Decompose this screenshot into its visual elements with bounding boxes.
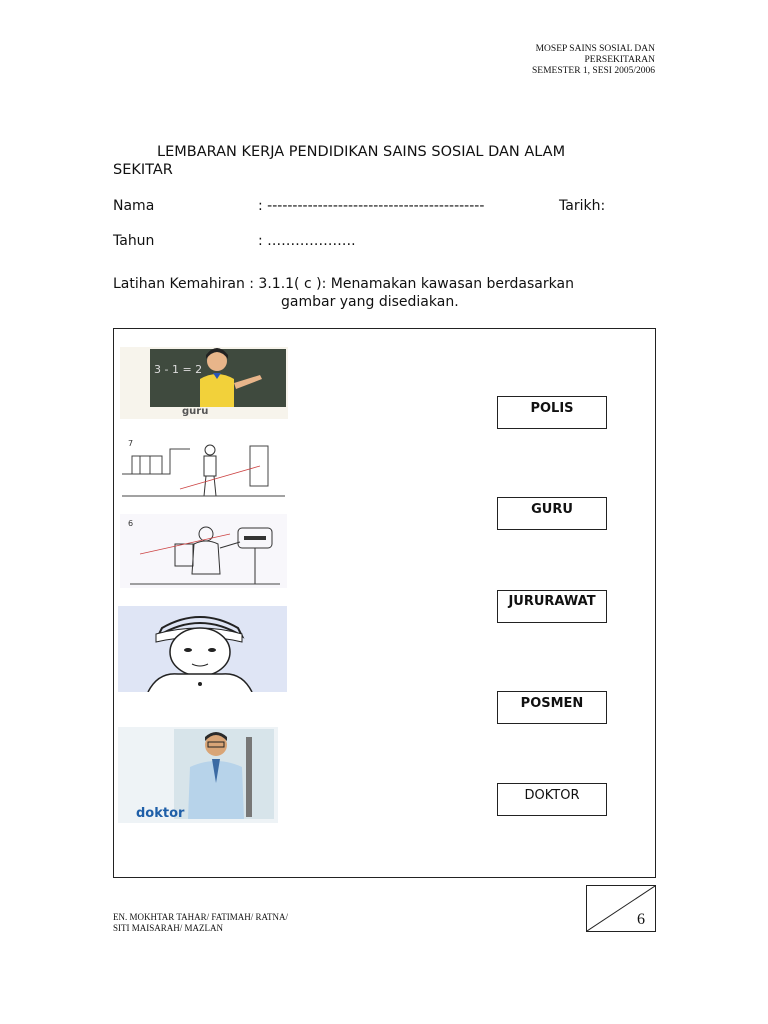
worksheet-title xyxy=(113,143,658,179)
footer-line-1: EN. MOKHTAR TAHAR/ FATIMAH/ RATNA/ xyxy=(113,912,288,922)
nama-field[interactable]: : ------------------------------------------- xyxy=(258,198,485,214)
tahun-label: Tahun xyxy=(113,233,155,249)
number-6: 6 xyxy=(128,519,134,528)
tarikh-label: Tarikh: xyxy=(559,198,606,214)
doktor-picture xyxy=(118,727,278,823)
footer-authors xyxy=(113,912,288,934)
label-posmen[interactable]: POSMEN xyxy=(497,691,607,724)
posmen-picture xyxy=(120,514,287,588)
tahun-field[interactable]: : ………………. xyxy=(258,233,356,249)
latihan-line-1: Latihan Kemahiran : 3.1.1( c ): Menamakan kawasan berdasarkan xyxy=(113,276,574,292)
guru-picture xyxy=(120,347,288,419)
doktor-caption: doktor xyxy=(136,806,185,821)
page-number-box xyxy=(586,885,656,932)
latihan-line-2: gambar yang disediakan. xyxy=(281,294,459,310)
polis-picture xyxy=(120,434,285,499)
page-number: 6 xyxy=(637,911,645,928)
jururawat-picture xyxy=(118,606,287,692)
label-polis[interactable]: POLIS xyxy=(497,396,607,429)
header-line-1: MOSEP SAINS SOSIAL DAN xyxy=(535,44,655,54)
header-line-3: SEMESTER 1, SESI 2005/2006 xyxy=(532,66,655,76)
title-line-1: LEMBARAN KERJA PENDIDIKAN SAINS SOSIAL DAN ALAM xyxy=(157,144,566,160)
board-text: 3 - 1 = 2 xyxy=(154,363,203,376)
document-header xyxy=(532,44,655,77)
title-line-2: SEKITAR xyxy=(113,162,173,178)
footer-line-2: SITI MAISARAH/ MAZLAN xyxy=(113,923,223,933)
number-7: 7 xyxy=(128,439,134,448)
header-line-2: PERSEKITARAN xyxy=(584,55,655,65)
label-doktor[interactable]: DOKTOR xyxy=(497,783,607,816)
label-jururawat[interactable]: JURURAWAT xyxy=(497,590,607,623)
guru-caption: guru xyxy=(182,406,209,417)
label-guru[interactable]: GURU xyxy=(497,497,607,530)
nama-label: Nama xyxy=(113,198,155,214)
